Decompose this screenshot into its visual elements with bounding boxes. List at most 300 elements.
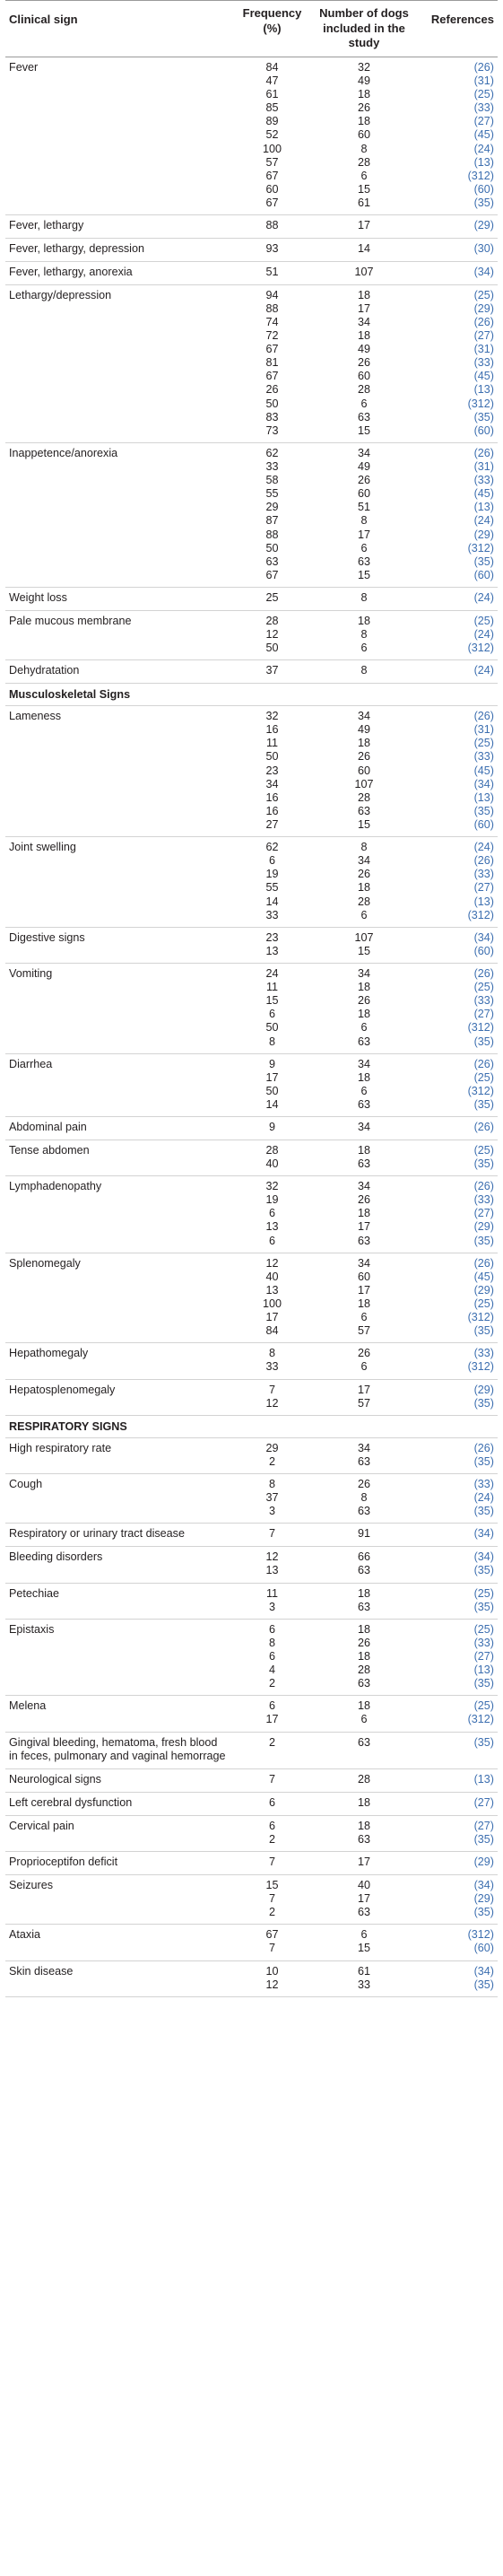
frequency-value: 15: [265, 1879, 279, 1892]
reference-link[interactable]: (60): [473, 817, 494, 831]
frequency-value: 50: [265, 642, 279, 655]
reference-link[interactable]: (45): [473, 487, 494, 501]
frequency-value: 9: [268, 1121, 275, 1134]
dogs-count-value: 49: [357, 723, 370, 737]
reference-link[interactable]: (27): [473, 1008, 494, 1021]
references-cell: [415, 1176, 498, 1253]
dogs-count-cell: [313, 1474, 415, 1524]
reference-link[interactable]: (29): [473, 528, 494, 541]
frequency-value: 83: [265, 410, 279, 424]
frequency-value: 12: [265, 1396, 279, 1410]
reference-link[interactable]: (25): [473, 1699, 494, 1713]
clinical-sign-cell: Gingival bleeding, hematoma, fresh blood in feces, pulmonary and vaginal hemorrage: [5, 1732, 231, 1769]
reference-link[interactable]: (33): [473, 1478, 494, 1491]
dogs-count-value: 18: [357, 1143, 370, 1157]
frequency-cell: [231, 927, 313, 963]
dogs-count-value: 63: [357, 1564, 370, 1577]
dogs-count-value: 15: [357, 182, 370, 196]
table-row: [5, 1583, 498, 1619]
frequency-value: 14: [265, 895, 279, 908]
table-row: [5, 1343, 498, 1379]
section-heading: RESPIRATORY SIGNS: [5, 1415, 498, 1437]
references-cell: [415, 1343, 498, 1379]
frequency-value: 11: [265, 1586, 279, 1600]
references-cell: [415, 215, 498, 239]
frequency-value: 29: [265, 501, 279, 514]
dogs-count-cell: [313, 261, 415, 284]
clinical-sign-cell: Respiratory or urinary tract disease: [5, 1524, 231, 1547]
table-row: [5, 1176, 498, 1253]
frequency-value: 34: [265, 777, 279, 790]
reference-link[interactable]: (35): [473, 1906, 494, 1919]
frequency-value: 62: [265, 841, 279, 854]
references-cell: [415, 1925, 498, 1960]
reference-link[interactable]: (24): [473, 627, 494, 641]
reference-link[interactable]: (33): [473, 750, 494, 764]
frequency-value: 3: [268, 1505, 275, 1518]
frequency-value: 11: [265, 981, 279, 994]
dogs-count-value: 34: [357, 966, 370, 980]
reference-link[interactable]: (35): [473, 1324, 494, 1338]
dogs-count-value: 6: [360, 1021, 368, 1035]
references-cell: [415, 1852, 498, 1875]
table-row: [5, 284, 498, 442]
frequency-value: 23: [265, 930, 279, 944]
header-frequency: Frequency (%): [231, 1, 313, 57]
clinical-sign-cell: Lameness: [5, 706, 231, 837]
reference-link[interactable]: (34): [473, 1527, 494, 1541]
reference-link[interactable]: (13): [473, 790, 494, 804]
reference-link[interactable]: (24): [473, 590, 494, 604]
frequency-value: 12: [265, 1550, 279, 1564]
reference-link[interactable]: (26): [473, 446, 494, 459]
clinical-sign-cell: Dehydratation: [5, 660, 231, 684]
dogs-count-value: 60: [357, 370, 370, 383]
reference-link[interactable]: (26): [473, 1121, 494, 1134]
table-row: [5, 1793, 498, 1816]
reference-link[interactable]: (25): [473, 1143, 494, 1157]
reference-link[interactable]: (29): [473, 301, 494, 315]
reference-link[interactable]: (31): [473, 343, 494, 356]
reference-link[interactable]: (45): [473, 370, 494, 383]
references-cell: [415, 442, 498, 587]
reference-link[interactable]: (30): [473, 241, 494, 255]
dogs-count-value: 6: [360, 541, 368, 554]
reference-link[interactable]: (26): [473, 1057, 494, 1070]
reference-link[interactable]: (45): [473, 128, 494, 142]
reference-link[interactable]: (24): [473, 514, 494, 528]
dogs-count-value: 17: [357, 1283, 370, 1297]
reference-link[interactable]: (312): [467, 1084, 494, 1097]
references-cell: [415, 1117, 498, 1140]
dogs-count-value: 18: [357, 614, 370, 627]
section-row: [5, 684, 498, 706]
reference-link[interactable]: (26): [473, 710, 494, 723]
frequency-value: 19: [265, 868, 279, 881]
table-row: [5, 1437, 498, 1473]
dogs-count-value: 34: [357, 315, 370, 328]
dogs-count-value: 34: [357, 446, 370, 459]
dogs-count-cell: [313, 1696, 415, 1732]
frequency-value: 24: [265, 966, 279, 980]
dogs-count-value: 6: [360, 642, 368, 655]
table-row: [5, 706, 498, 837]
frequency-value: 29: [265, 1441, 279, 1454]
frequency-value: 72: [265, 328, 279, 342]
dogs-count-value: 8: [360, 590, 368, 604]
dogs-count-value: 17: [357, 1220, 370, 1234]
frequency-value: 15: [265, 994, 279, 1008]
table-row: [5, 1925, 498, 1960]
dogs-count-value: 18: [357, 881, 370, 895]
dogs-count-cell: [313, 1732, 415, 1769]
reference-link[interactable]: (29): [473, 1383, 494, 1396]
frequency-value: 17: [265, 1070, 279, 1084]
reference-link[interactable]: (24): [473, 664, 494, 677]
frequency-cell: [231, 284, 313, 442]
dogs-count-value: 8: [360, 664, 368, 677]
frequency-value: 26: [265, 383, 279, 397]
frequency-cell: [231, 1140, 313, 1175]
dogs-count-value: 18: [357, 115, 370, 128]
reference-link[interactable]: (24): [473, 142, 494, 155]
frequency-cell: [231, 610, 313, 659]
reference-link[interactable]: (33): [473, 1193, 494, 1207]
dogs-count-value: 34: [357, 1121, 370, 1134]
frequency-value: 6: [268, 1819, 275, 1832]
dogs-count-value: 63: [357, 1833, 370, 1847]
reference-link[interactable]: (25): [473, 1297, 494, 1311]
frequency-value: 55: [265, 881, 279, 895]
table-row: [5, 1253, 498, 1343]
dogs-count-value: 34: [357, 710, 370, 723]
frequency-value: 85: [265, 101, 279, 115]
reference-link[interactable]: (29): [473, 1220, 494, 1234]
frequency-cell: [231, 660, 313, 684]
dogs-count-value: 28: [357, 1663, 370, 1677]
reference-link[interactable]: (60): [473, 182, 494, 196]
frequency-value: 33: [265, 459, 279, 473]
dogs-count-value: 18: [357, 1649, 370, 1663]
dogs-count-value: 28: [357, 790, 370, 804]
dogs-count-value: 26: [357, 101, 370, 115]
clinical-sign-cell: Left cerebral dysfunction: [5, 1793, 231, 1816]
reference-link[interactable]: (31): [473, 723, 494, 737]
reference-link[interactable]: (35): [473, 1157, 494, 1171]
frequency-value: 9: [268, 1057, 275, 1070]
reference-link[interactable]: (29): [473, 1283, 494, 1297]
frequency-value: 14: [265, 1097, 279, 1111]
dogs-count-value: 63: [357, 1157, 370, 1171]
reference-link[interactable]: (60): [473, 1942, 494, 1955]
dogs-count-value: 63: [357, 1097, 370, 1111]
reference-link[interactable]: (33): [473, 868, 494, 881]
references-cell: [415, 587, 498, 610]
dogs-count-value: 49: [357, 343, 370, 356]
reference-link[interactable]: (35): [473, 1097, 494, 1111]
reference-link[interactable]: (35): [473, 1455, 494, 1468]
frequency-value: 7: [268, 1942, 275, 1955]
reference-link[interactable]: (31): [473, 74, 494, 87]
dogs-count-value: 15: [357, 944, 370, 957]
reference-link[interactable]: (13): [473, 501, 494, 514]
reference-link[interactable]: (35): [473, 554, 494, 568]
reference-link[interactable]: (24): [473, 1491, 494, 1505]
reference-link[interactable]: (26): [473, 315, 494, 328]
reference-link[interactable]: (45): [473, 1270, 494, 1283]
frequency-value: 33: [265, 1360, 279, 1374]
reference-link[interactable]: (312): [467, 397, 494, 410]
references-cell: [415, 1053, 498, 1116]
reference-link[interactable]: (26): [473, 1256, 494, 1270]
reference-link[interactable]: (13): [473, 383, 494, 397]
table-row: [5, 1875, 498, 1925]
reference-link[interactable]: (27): [473, 881, 494, 895]
dogs-count-value: 15: [357, 1942, 370, 1955]
reference-link[interactable]: (26): [473, 854, 494, 868]
reference-link[interactable]: (34): [473, 930, 494, 944]
frequency-value: 13: [265, 1283, 279, 1297]
clinical-sign-cell: Hepatosplenomegaly: [5, 1379, 231, 1415]
frequency-value: 37: [265, 664, 279, 677]
frequency-value: 4: [268, 1663, 275, 1677]
frequency-value: 84: [265, 1324, 279, 1338]
dogs-count-value: 49: [357, 459, 370, 473]
reference-link[interactable]: (26): [473, 966, 494, 980]
reference-link[interactable]: (25): [473, 1070, 494, 1084]
reference-link[interactable]: (27): [473, 1649, 494, 1663]
reference-link[interactable]: (26): [473, 1441, 494, 1454]
reference-link[interactable]: (29): [473, 219, 494, 232]
reference-link[interactable]: (26): [473, 60, 494, 74]
frequency-value: 2: [268, 1735, 275, 1749]
dogs-count-value: 60: [357, 128, 370, 142]
frequency-value: 17: [265, 1713, 279, 1726]
reference-link[interactable]: (35): [473, 804, 494, 817]
dogs-count-value: 63: [357, 1455, 370, 1468]
reference-link[interactable]: (312): [467, 1713, 494, 1726]
dogs-count-cell: [313, 963, 415, 1053]
clinical-sign-cell: Fever, lethargy, anorexia: [5, 261, 231, 284]
clinical-sign-cell: Bleeding disorders: [5, 1547, 231, 1583]
frequency-value: 11: [265, 737, 279, 750]
reference-link[interactable]: (312): [467, 541, 494, 554]
frequency-value: 89: [265, 115, 279, 128]
frequency-value: 50: [265, 1084, 279, 1097]
reference-link[interactable]: (29): [473, 1892, 494, 1906]
section-row: [5, 1415, 498, 1437]
dogs-count-cell: [313, 610, 415, 659]
reference-link[interactable]: (25): [473, 737, 494, 750]
clinical-sign-cell: Cough: [5, 1474, 231, 1524]
reference-link[interactable]: (35): [473, 410, 494, 424]
clinical-sign-cell: Joint swelling: [5, 837, 231, 928]
header-references: References: [415, 1, 498, 57]
dogs-count-cell: [313, 1053, 415, 1116]
dogs-count-value: 26: [357, 1347, 370, 1360]
reference-link[interactable]: (25): [473, 1622, 494, 1636]
reference-link[interactable]: (34): [473, 1879, 494, 1892]
reference-link[interactable]: (60): [473, 944, 494, 957]
dogs-count-value: 15: [357, 424, 370, 437]
reference-link[interactable]: (33): [473, 474, 494, 487]
references-cell: [415, 610, 498, 659]
frequency-value: 16: [265, 804, 279, 817]
frequency-value: 62: [265, 446, 279, 459]
reference-link[interactable]: (34): [473, 1550, 494, 1564]
reference-link[interactable]: (13): [473, 155, 494, 169]
reference-link[interactable]: (60): [473, 568, 494, 581]
reference-link[interactable]: (33): [473, 1636, 494, 1649]
table-row: [5, 1960, 498, 1996]
dogs-count-value: 6: [360, 1084, 368, 1097]
dogs-count-cell: [313, 1925, 415, 1960]
references-cell: [415, 1140, 498, 1175]
frequency-value: 13: [265, 1564, 279, 1577]
dogs-count-value: 49: [357, 74, 370, 87]
dogs-count-value: 6: [360, 397, 368, 410]
reference-link[interactable]: (27): [473, 328, 494, 342]
references-cell: [415, 1524, 498, 1547]
dogs-count-cell: [313, 215, 415, 239]
frequency-cell: [231, 1925, 313, 1960]
reference-link[interactable]: (312): [467, 908, 494, 921]
reference-link[interactable]: (27): [473, 1796, 494, 1810]
reference-link[interactable]: (13): [473, 1663, 494, 1677]
frequency-cell: [231, 1960, 313, 1996]
frequency-value: 74: [265, 315, 279, 328]
references-cell: [415, 1815, 498, 1851]
reference-link[interactable]: (34): [473, 265, 494, 278]
frequency-cell: [231, 706, 313, 837]
frequency-value: 37: [265, 1491, 279, 1505]
dogs-count-value: 66: [357, 1550, 370, 1564]
frequency-value: 67: [265, 370, 279, 383]
frequency-value: 25: [265, 590, 279, 604]
dogs-count-value: 18: [357, 288, 370, 301]
header-row: [5, 1, 498, 57]
reference-link[interactable]: (27): [473, 1819, 494, 1832]
frequency-value: 7: [268, 1892, 275, 1906]
reference-link[interactable]: (24): [473, 841, 494, 854]
reference-link[interactable]: (13): [473, 1773, 494, 1786]
dogs-count-value: 34: [357, 1180, 370, 1193]
table-row: [5, 1619, 498, 1696]
reference-link[interactable]: (25): [473, 88, 494, 101]
frequency-value: 88: [265, 528, 279, 541]
clinical-sign-cell: Seizures: [5, 1875, 231, 1925]
dogs-count-value: 60: [357, 1270, 370, 1283]
dogs-count-value: 57: [357, 1324, 370, 1338]
reference-link[interactable]: (312): [467, 169, 494, 182]
clinical-sign-cell: Inappetence/anorexia: [5, 442, 231, 587]
reference-link[interactable]: (312): [467, 1360, 494, 1374]
reference-link[interactable]: (29): [473, 1856, 494, 1869]
frequency-value: 8: [268, 1035, 275, 1048]
frequency-value: 94: [265, 288, 279, 301]
reference-link[interactable]: (33): [473, 994, 494, 1008]
reference-link[interactable]: (13): [473, 895, 494, 908]
frequency-value: 57: [265, 155, 279, 169]
reference-link[interactable]: (35): [473, 1035, 494, 1048]
reference-link[interactable]: (35): [473, 1677, 494, 1690]
reference-link[interactable]: (35): [473, 196, 494, 209]
reference-link[interactable]: (25): [473, 1586, 494, 1600]
reference-link[interactable]: (33): [473, 1347, 494, 1360]
frequency-cell: [231, 1619, 313, 1696]
reference-link[interactable]: (35): [473, 1564, 494, 1577]
dogs-count-value: 15: [357, 568, 370, 581]
dogs-count-value: 61: [357, 1964, 370, 1978]
section-heading: Musculoskeletal Signs: [5, 684, 498, 706]
reference-link[interactable]: (34): [473, 777, 494, 790]
references-cell: [415, 1619, 498, 1696]
frequency-value: 2: [268, 1906, 275, 1919]
references-cell: [415, 837, 498, 928]
clinical-sign-cell: Petechiae: [5, 1583, 231, 1619]
dogs-count-value: 18: [357, 88, 370, 101]
reference-link[interactable]: (312): [467, 1311, 494, 1324]
reference-link[interactable]: (33): [473, 101, 494, 115]
dogs-count-cell: [313, 1583, 415, 1619]
frequency-cell: [231, 1524, 313, 1547]
reference-link[interactable]: (60): [473, 424, 494, 437]
reference-link[interactable]: (25): [473, 614, 494, 627]
frequency-value: 6: [268, 1796, 275, 1810]
clinical-sign-cell: Epistaxis: [5, 1619, 231, 1696]
reference-link[interactable]: (25): [473, 981, 494, 994]
reference-link[interactable]: (27): [473, 115, 494, 128]
reference-link[interactable]: (33): [473, 356, 494, 370]
table-row: [5, 442, 498, 587]
reference-link[interactable]: (27): [473, 1207, 494, 1220]
reference-link[interactable]: (35): [473, 1735, 494, 1749]
reference-link[interactable]: (312): [467, 1021, 494, 1035]
reference-link[interactable]: (35): [473, 1505, 494, 1518]
reference-link[interactable]: (312): [467, 642, 494, 655]
frequency-value: 40: [265, 1157, 279, 1171]
frequency-value: 8: [268, 1636, 275, 1649]
table-row: [5, 1140, 498, 1175]
dogs-count-value: 6: [360, 1928, 368, 1942]
dogs-count-value: 33: [357, 1978, 370, 1991]
frequency-value: 16: [265, 723, 279, 737]
dogs-count-value: 14: [357, 241, 370, 255]
dogs-count-value: 28: [357, 1773, 370, 1786]
reference-link[interactable]: (26): [473, 1180, 494, 1193]
reference-link[interactable]: (31): [473, 459, 494, 473]
dogs-count-value: 18: [357, 737, 370, 750]
reference-link[interactable]: (35): [473, 1234, 494, 1247]
frequency-value: 81: [265, 356, 279, 370]
dogs-count-value: 107: [354, 265, 374, 278]
reference-link[interactable]: (35): [473, 1978, 494, 1991]
reference-link[interactable]: (35): [473, 1600, 494, 1613]
references-cell: [415, 57, 498, 214]
reference-link[interactable]: (25): [473, 288, 494, 301]
dogs-count-value: 17: [357, 219, 370, 232]
reference-link[interactable]: (35): [473, 1833, 494, 1847]
dogs-count-cell: [313, 1379, 415, 1415]
reference-link[interactable]: (34): [473, 1964, 494, 1978]
reference-link[interactable]: (312): [467, 1928, 494, 1942]
dogs-count-value: 28: [357, 383, 370, 397]
reference-link[interactable]: (45): [473, 764, 494, 777]
frequency-value: 47: [265, 74, 279, 87]
dogs-count-value: 34: [357, 1256, 370, 1270]
reference-link[interactable]: (35): [473, 1396, 494, 1410]
dogs-count-cell: [313, 837, 415, 928]
